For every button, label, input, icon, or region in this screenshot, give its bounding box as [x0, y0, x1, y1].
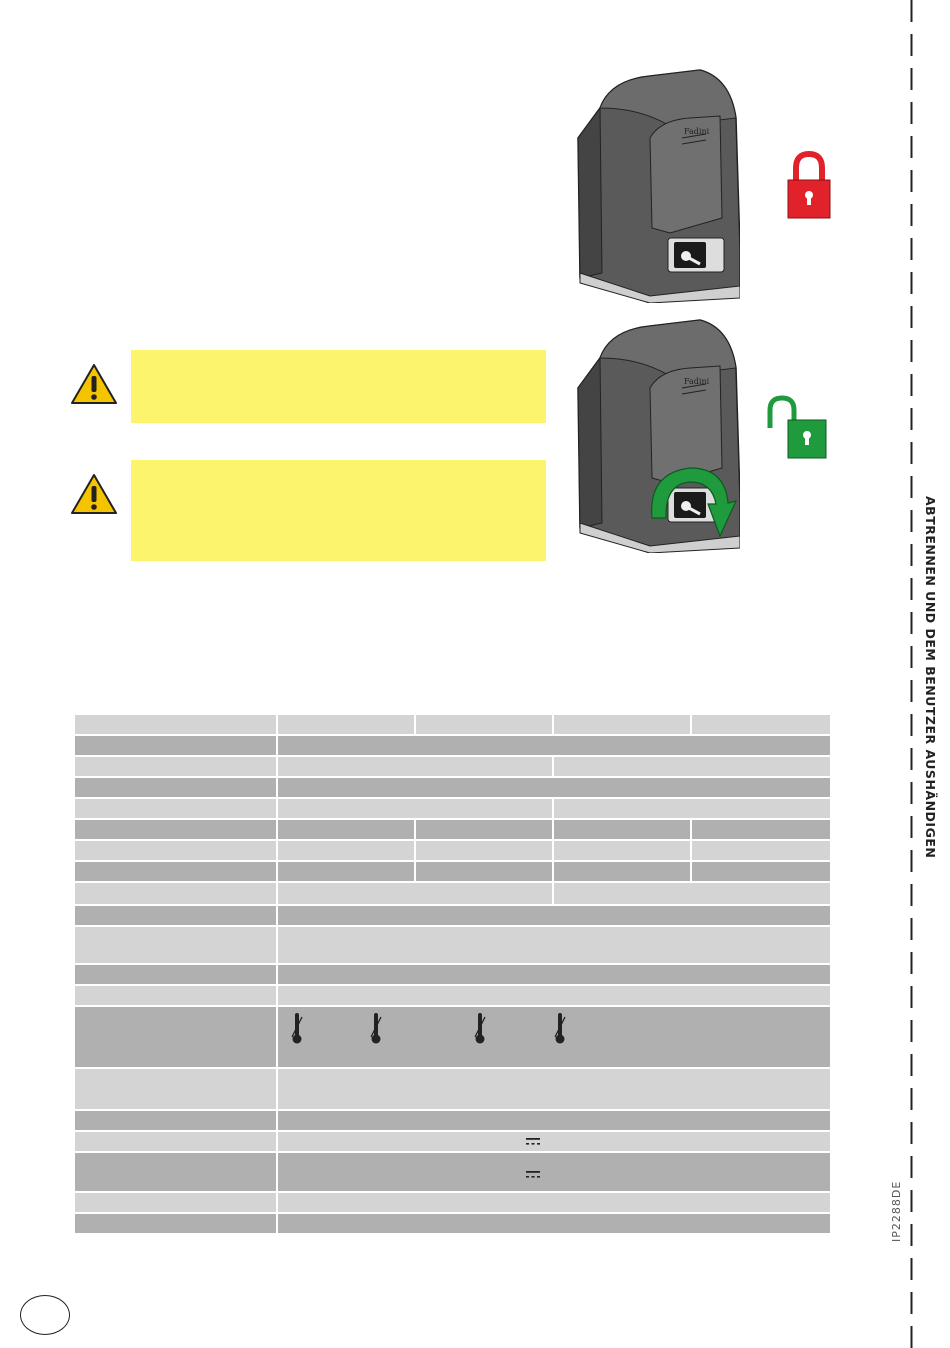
table-row — [75, 715, 830, 734]
table-cell — [692, 820, 830, 839]
table-row — [75, 820, 830, 839]
gate-motor-unlocked-illustration — [570, 318, 740, 553]
table-cell — [75, 906, 278, 925]
table-cell — [75, 1132, 278, 1151]
table-cell — [278, 1153, 830, 1191]
table-cell — [554, 841, 692, 860]
table-cell — [278, 862, 416, 881]
table-row — [75, 736, 830, 755]
table-row — [75, 1153, 830, 1191]
table-row — [75, 1193, 830, 1212]
table-cell — [75, 883, 278, 904]
padlock-closed-icon — [786, 150, 832, 220]
table-cell — [416, 841, 554, 860]
warning-box-1 — [131, 350, 546, 423]
table-cell — [75, 736, 278, 755]
table-row — [75, 883, 830, 904]
table-row — [75, 841, 830, 860]
table-row — [75, 1007, 830, 1067]
table-row — [75, 778, 830, 797]
table-cell — [278, 1069, 830, 1109]
table-cell — [692, 715, 830, 734]
table-cell — [554, 820, 692, 839]
table-cell — [278, 927, 830, 963]
table-row — [75, 965, 830, 984]
table-cell — [75, 1007, 278, 1067]
table-cell — [416, 820, 554, 839]
warning-triangle-icon — [70, 362, 118, 406]
table-cell — [75, 965, 278, 984]
warning-triangle-icon — [70, 472, 118, 516]
table-cell — [278, 799, 554, 818]
table-cell — [278, 1007, 830, 1067]
page-marker-circle — [20, 1295, 70, 1335]
table-cell — [554, 883, 830, 904]
table-cell — [554, 799, 830, 818]
table-cell — [75, 862, 278, 881]
table-row — [75, 986, 830, 1005]
table-row — [75, 1214, 830, 1233]
direct-current-icon — [526, 1137, 540, 1146]
table-cell — [75, 1069, 278, 1109]
table-cell — [278, 841, 416, 860]
thermometer-icon — [473, 1011, 487, 1045]
table-cell — [75, 799, 278, 818]
table-cell — [75, 1193, 278, 1212]
warning-box-2 — [131, 460, 546, 561]
table-row — [75, 862, 830, 881]
table-cell — [278, 986, 830, 1005]
table-cell — [75, 820, 278, 839]
thermometer-icon — [369, 1011, 383, 1045]
table-row — [75, 799, 830, 818]
cut-instruction-text: ABTRENNEN UND DEM BENUTZER AUSHÄNDIGEN — [923, 496, 938, 859]
svg-text:Fadini: Fadini — [684, 127, 710, 136]
table-cell — [278, 757, 554, 776]
thermometer-icon — [290, 1011, 304, 1045]
table-row — [75, 1111, 830, 1130]
table-cell — [278, 715, 416, 734]
padlock-open-icon — [764, 394, 828, 460]
cut-line — [910, 0, 913, 1348]
table-cell — [278, 1111, 830, 1130]
direct-current-icon — [526, 1170, 540, 1179]
table-cell — [278, 1214, 830, 1233]
table-row — [75, 757, 830, 776]
table-cell — [692, 862, 830, 881]
table-cell — [278, 1193, 830, 1212]
table-cell — [75, 1214, 278, 1233]
table-cell — [278, 778, 830, 797]
table-cell — [554, 862, 692, 881]
table-cell — [75, 715, 278, 734]
table-cell — [416, 715, 554, 734]
table-cell — [75, 757, 278, 776]
table-cell — [75, 927, 278, 963]
table-cell — [75, 1153, 278, 1191]
table-cell — [416, 862, 554, 881]
gate-motor-locked-illustration — [570, 68, 740, 303]
svg-text:Fadini: Fadini — [684, 377, 710, 386]
table-cell — [278, 736, 830, 755]
table-cell — [692, 841, 830, 860]
table-cell — [75, 1111, 278, 1130]
table-row — [75, 927, 830, 963]
table-cell — [278, 820, 416, 839]
table-cell — [278, 883, 554, 904]
table-cell — [554, 757, 830, 776]
table-row — [75, 906, 830, 925]
table-cell — [278, 906, 830, 925]
table-cell — [278, 1132, 830, 1151]
table-cell — [278, 965, 830, 984]
table-row — [75, 1069, 830, 1109]
table-cell — [75, 841, 278, 860]
table-row — [75, 1132, 830, 1151]
document-code: IP2288DE — [890, 1180, 903, 1242]
thermometer-icon — [553, 1011, 567, 1045]
table-cell — [75, 778, 278, 797]
table-cell — [554, 715, 692, 734]
table-cell — [75, 986, 278, 1005]
